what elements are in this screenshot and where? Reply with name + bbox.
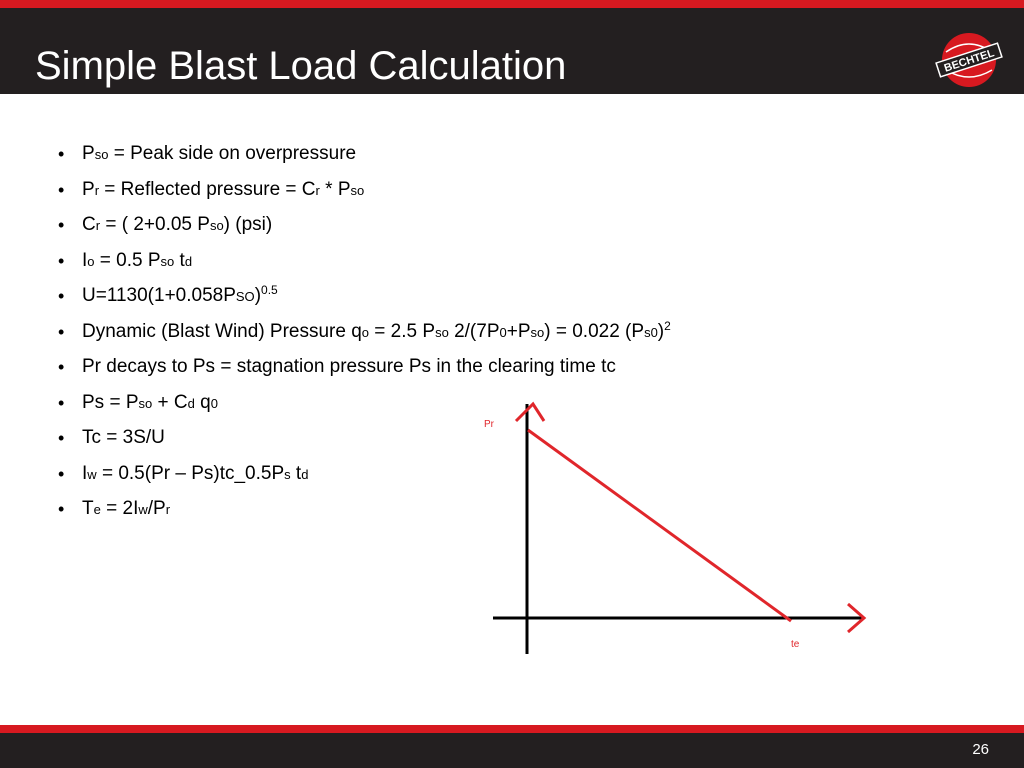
bullet-dynamic-pressure: • Dynamic (Blast Wind) Pressure qo = 2.5 Pso 2/(7P0+Pso) = 0.022 $(Ps0)^2$ [58,318,671,354]
y-axis-arrow-icon [516,404,544,421]
bullet-pr: • Pr = Reflected pressure = Cr * Pso [58,176,671,212]
bullet-io: • Io = 0.5 Pso td [58,247,671,283]
page-number: 26 [972,741,989,758]
svg-text:BECHTEL: BECHTEL [942,47,996,75]
header-bar [0,8,1024,94]
bullet-cr: • Cr = ( 2+0.05 Pso) (psi) [58,211,671,247]
bullet-iw: • Iw = 0.5(Pr – Ps)tc_0.5Ps td [58,460,671,496]
bullet-pso: • Pso = Peak side on overpressure [58,140,671,176]
bullet-pr-decay: • Pr decays to Ps = stagnation pressure Ps in the clearing time tc [58,353,671,389]
slide-title: Simple Blast Load Calculation [35,44,567,88]
pressure-time-diagram [480,398,880,660]
bullet-te: • Te = 2Iw/Pr [58,495,671,531]
header-accent-bar [0,0,1024,8]
bechtel-logo-icon [934,30,1004,90]
y-axis-label: Pr [484,419,494,430]
footer-bar [0,733,1024,768]
bullet-tc: • Tc = 3S/U [58,424,671,460]
x-axis-label: te [791,639,800,650]
bullet-ps: • Ps = Pso + Cd q0 [58,389,671,425]
bullet-u: • $U=1130(1+0.058PSO)^{0.5}$ [58,282,671,318]
pressure-decay-line [528,430,791,621]
footer-accent-bar [0,725,1024,733]
